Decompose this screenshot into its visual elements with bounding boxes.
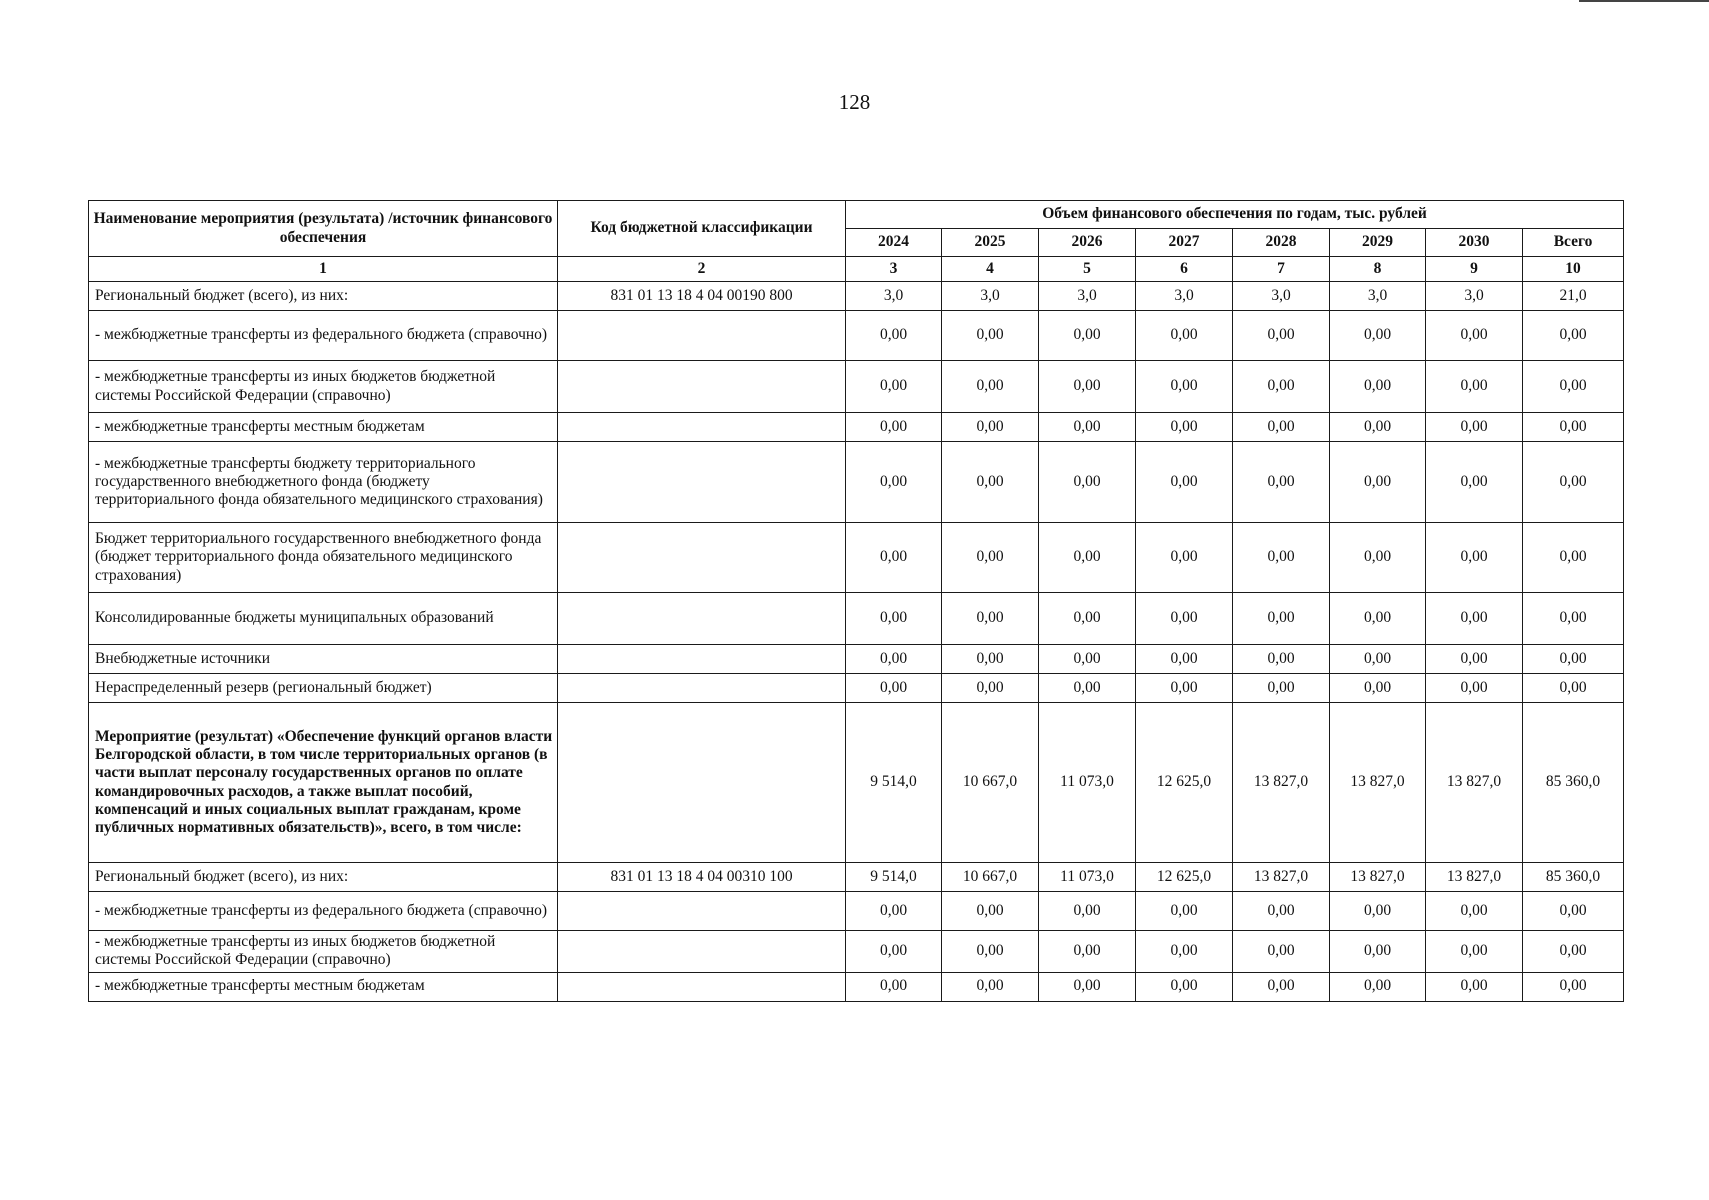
row-value-cell: 0,00 xyxy=(1330,361,1426,413)
row-value-cell: 13 827,0 xyxy=(1330,703,1426,863)
row-value-cell: 0,00 xyxy=(1330,311,1426,361)
scan-edge-mark xyxy=(1579,0,1709,2)
row-total-cell: 0,00 xyxy=(1523,361,1624,413)
row-value-cell: 0,00 xyxy=(1426,413,1523,442)
row-value-cell: 0,00 xyxy=(1039,413,1136,442)
table-header xyxy=(89,201,1624,282)
column-number: 5 xyxy=(1039,257,1136,282)
row-total-cell: 0,00 xyxy=(1523,892,1624,931)
row-value-cell: 0,00 xyxy=(1426,361,1523,413)
column-number: 2 xyxy=(558,257,846,282)
row-value-cell: 0,00 xyxy=(1233,361,1330,413)
column-number: 9 xyxy=(1426,257,1523,282)
row-value-cell: 0,00 xyxy=(846,523,942,593)
row-code-cell xyxy=(558,674,846,703)
row-value-cell: 0,00 xyxy=(1233,645,1330,674)
row-value-cell: 0,00 xyxy=(1136,413,1233,442)
row-value-cell: 0,00 xyxy=(1136,674,1233,703)
header-code-column: Код бюджетной классификации xyxy=(558,201,846,257)
row-value-cell: 0,00 xyxy=(1330,931,1426,973)
row-value-cell: 9 514,0 xyxy=(846,703,942,863)
row-code-cell xyxy=(558,311,846,361)
row-value-cell: 0,00 xyxy=(1426,523,1523,593)
row-name-cell: - межбюджетные трансферты местным бюджетам xyxy=(89,972,558,1001)
row-name-cell: - межбюджетные трансферты местным бюджетам xyxy=(89,413,558,442)
row-value-cell: 0,00 xyxy=(846,413,942,442)
header-volume-group: Объем финансового обеспечения по годам, тыс. рублей xyxy=(846,201,1624,229)
row-total-cell: 85 360,0 xyxy=(1523,863,1624,892)
row-code-cell xyxy=(558,931,846,973)
table-row xyxy=(89,523,1624,593)
row-value-cell: 0,00 xyxy=(1039,361,1136,413)
column-number-row xyxy=(89,257,1624,282)
row-value-cell: 13 827,0 xyxy=(1233,703,1330,863)
row-value-cell: 13 827,0 xyxy=(1330,863,1426,892)
table-row xyxy=(89,282,1624,311)
row-value-cell: 0,00 xyxy=(1136,442,1233,523)
row-value-cell: 0,00 xyxy=(1039,892,1136,931)
row-value-cell: 0,00 xyxy=(1330,645,1426,674)
row-value-cell: 10 667,0 xyxy=(942,863,1039,892)
row-value-cell: 0,00 xyxy=(1039,645,1136,674)
row-value-cell: 0,00 xyxy=(1039,931,1136,973)
row-value-cell: 0,00 xyxy=(942,892,1039,931)
financing-table xyxy=(88,200,1624,1002)
row-code-cell xyxy=(558,972,846,1001)
row-value-cell: 0,00 xyxy=(1039,674,1136,703)
header-year: 2026 xyxy=(1039,229,1136,257)
row-value-cell: 0,00 xyxy=(942,523,1039,593)
row-code-cell xyxy=(558,593,846,645)
row-value-cell: 0,00 xyxy=(1426,892,1523,931)
row-value-cell: 0,00 xyxy=(1330,892,1426,931)
row-total-cell: 85 360,0 xyxy=(1523,703,1624,863)
row-value-cell: 0,00 xyxy=(1426,593,1523,645)
row-name-cell: - межбюджетные трансферты из федерального бюджета (справочно) xyxy=(89,892,558,931)
row-value-cell: 0,00 xyxy=(1426,931,1523,973)
table-row xyxy=(89,593,1624,645)
row-value-cell: 0,00 xyxy=(846,674,942,703)
row-value-cell: 0,00 xyxy=(1330,593,1426,645)
row-code-cell: 831 01 13 18 4 04 00310 100 xyxy=(558,863,846,892)
table-row xyxy=(89,892,1624,931)
row-value-cell: 0,00 xyxy=(846,361,942,413)
row-value-cell: 13 827,0 xyxy=(1426,703,1523,863)
row-code-cell xyxy=(558,523,846,593)
row-value-cell: 12 625,0 xyxy=(1136,703,1233,863)
row-value-cell: 3,0 xyxy=(846,282,942,311)
row-value-cell: 0,00 xyxy=(1039,311,1136,361)
row-value-cell: 3,0 xyxy=(1233,282,1330,311)
row-value-cell: 0,00 xyxy=(942,593,1039,645)
row-value-cell: 0,00 xyxy=(1233,972,1330,1001)
column-number: 7 xyxy=(1233,257,1330,282)
row-value-cell: 0,00 xyxy=(846,972,942,1001)
financing-table-container xyxy=(88,200,1624,1002)
table-row xyxy=(89,361,1624,413)
row-value-cell: 0,00 xyxy=(942,413,1039,442)
row-code-cell xyxy=(558,442,846,523)
column-number: 4 xyxy=(942,257,1039,282)
row-value-cell: 9 514,0 xyxy=(846,863,942,892)
row-value-cell: 0,00 xyxy=(1426,645,1523,674)
row-value-cell: 0,00 xyxy=(942,311,1039,361)
row-code-cell xyxy=(558,361,846,413)
column-number: 6 xyxy=(1136,257,1233,282)
row-value-cell: 0,00 xyxy=(1426,311,1523,361)
table-row xyxy=(89,863,1624,892)
row-value-cell: 0,00 xyxy=(942,931,1039,973)
column-number: 3 xyxy=(846,257,942,282)
header-total: Всего xyxy=(1523,229,1624,257)
row-name-cell: Консолидированные бюджеты муниципальных образований xyxy=(89,593,558,645)
row-value-cell: 0,00 xyxy=(1039,523,1136,593)
row-total-cell: 0,00 xyxy=(1523,593,1624,645)
row-value-cell: 0,00 xyxy=(1233,593,1330,645)
row-value-cell: 0,00 xyxy=(942,645,1039,674)
row-value-cell: 0,00 xyxy=(1330,674,1426,703)
row-total-cell: 21,0 xyxy=(1523,282,1624,311)
table-row xyxy=(89,413,1624,442)
row-value-cell: 0,00 xyxy=(846,931,942,973)
row-code-cell xyxy=(558,645,846,674)
table-row xyxy=(89,645,1624,674)
header-year: 2025 xyxy=(942,229,1039,257)
row-name-cell: - межбюджетные трансферты из федерального бюджета (справочно) xyxy=(89,311,558,361)
column-number: 1 xyxy=(89,257,558,282)
row-value-cell: 13 827,0 xyxy=(1426,863,1523,892)
row-value-cell: 0,00 xyxy=(1136,523,1233,593)
row-value-cell: 3,0 xyxy=(942,282,1039,311)
row-value-cell: 0,00 xyxy=(1426,972,1523,1001)
row-name-cell: - межбюджетные трансферты из иных бюджетов бюджетной системы Российской Федерации (справочно) xyxy=(89,931,558,973)
row-total-cell: 0,00 xyxy=(1523,442,1624,523)
row-name-cell: Нераспределенный резерв (региональный бюджет) xyxy=(89,674,558,703)
row-value-cell: 0,00 xyxy=(1136,892,1233,931)
row-value-cell: 0,00 xyxy=(1039,972,1136,1001)
row-value-cell: 0,00 xyxy=(1233,413,1330,442)
row-value-cell: 11 073,0 xyxy=(1039,703,1136,863)
row-name-cell: Внебюджетные источники xyxy=(89,645,558,674)
row-value-cell: 0,00 xyxy=(1426,674,1523,703)
row-value-cell: 13 827,0 xyxy=(1233,863,1330,892)
row-value-cell: 0,00 xyxy=(1136,593,1233,645)
row-value-cell: 3,0 xyxy=(1136,282,1233,311)
row-value-cell: 0,00 xyxy=(942,361,1039,413)
row-name-cell: Бюджет территориального государственного внебюджетного фонда (бюджет территориального фонда обязательного медицинского страхования) xyxy=(89,523,558,593)
row-value-cell: 0,00 xyxy=(846,311,942,361)
row-total-cell: 0,00 xyxy=(1523,523,1624,593)
row-value-cell: 11 073,0 xyxy=(1039,863,1136,892)
table-row xyxy=(89,442,1624,523)
row-name-cell: Региональный бюджет (всего), из них: xyxy=(89,863,558,892)
row-value-cell: 12 625,0 xyxy=(1136,863,1233,892)
row-value-cell: 0,00 xyxy=(942,674,1039,703)
row-value-cell: 0,00 xyxy=(1136,361,1233,413)
row-value-cell: 0,00 xyxy=(1136,931,1233,973)
row-value-cell: 0,00 xyxy=(1233,892,1330,931)
row-value-cell: 0,00 xyxy=(846,593,942,645)
row-value-cell: 0,00 xyxy=(846,645,942,674)
row-value-cell: 0,00 xyxy=(1330,972,1426,1001)
page-number: 128 xyxy=(838,90,871,114)
table-body xyxy=(89,282,1624,1002)
row-value-cell: 0,00 xyxy=(942,442,1039,523)
row-name-cell: Региональный бюджет (всего), из них: xyxy=(89,282,558,311)
row-value-cell: 3,0 xyxy=(1426,282,1523,311)
column-number: 10 xyxy=(1523,257,1624,282)
table-row xyxy=(89,703,1624,863)
row-code-cell xyxy=(558,413,846,442)
row-value-cell: 0,00 xyxy=(1426,442,1523,523)
row-total-cell: 0,00 xyxy=(1523,413,1624,442)
row-value-cell: 0,00 xyxy=(1330,442,1426,523)
row-total-cell: 0,00 xyxy=(1523,931,1624,973)
row-name-cell: - межбюджетные трансферты из иных бюджетов бюджетной системы Российской Федерации (справочно) xyxy=(89,361,558,413)
row-value-cell: 0,00 xyxy=(1233,674,1330,703)
row-value-cell: 3,0 xyxy=(1330,282,1426,311)
row-code-cell xyxy=(558,892,846,931)
header-year: 2028 xyxy=(1233,229,1330,257)
column-number: 8 xyxy=(1330,257,1426,282)
row-value-cell: 0,00 xyxy=(1136,645,1233,674)
row-value-cell: 0,00 xyxy=(846,892,942,931)
header-year: 2027 xyxy=(1136,229,1233,257)
header-name-column: Наименование мероприятия (результата) /источник финансового обеспечения xyxy=(89,201,558,257)
row-total-cell: 0,00 xyxy=(1523,645,1624,674)
row-value-cell: 0,00 xyxy=(1039,593,1136,645)
row-name-cell: Мероприятие (результат) «Обеспечение функций органов власти Белгородской области, в том числе территориальных органов (в части выплат персоналу государственных органов по оплате командировочных расходов, а также выплат пособий, компенсаций и иных социальных выплат гражданам, кроме публичных нормативных обязательств)», всего, в том числе: xyxy=(89,703,558,863)
row-name-cell: - межбюджетные трансферты бюджету территориального государственного внебюджетного фонда (бюджету территориального фонда обязательного медицинского страхования) xyxy=(89,442,558,523)
row-total-cell: 0,00 xyxy=(1523,972,1624,1001)
header-year: 2030 xyxy=(1426,229,1523,257)
row-value-cell: 10 667,0 xyxy=(942,703,1039,863)
row-value-cell: 0,00 xyxy=(1233,523,1330,593)
row-value-cell: 0,00 xyxy=(1233,931,1330,973)
row-total-cell: 0,00 xyxy=(1523,674,1624,703)
row-value-cell: 0,00 xyxy=(846,442,942,523)
table-row xyxy=(89,674,1624,703)
header-year: 2024 xyxy=(846,229,942,257)
row-code-cell: 831 01 13 18 4 04 00190 800 xyxy=(558,282,846,311)
row-value-cell: 0,00 xyxy=(942,972,1039,1001)
header-year: 2029 xyxy=(1330,229,1426,257)
row-value-cell: 0,00 xyxy=(1330,413,1426,442)
row-value-cell: 0,00 xyxy=(1039,442,1136,523)
row-value-cell: 0,00 xyxy=(1233,442,1330,523)
row-value-cell: 0,00 xyxy=(1233,311,1330,361)
table-row xyxy=(89,931,1624,973)
table-row xyxy=(89,311,1624,361)
table-row xyxy=(89,972,1624,1001)
row-code-cell xyxy=(558,703,846,863)
row-value-cell: 0,00 xyxy=(1136,972,1233,1001)
row-value-cell: 0,00 xyxy=(1330,523,1426,593)
row-total-cell: 0,00 xyxy=(1523,311,1624,361)
row-value-cell: 3,0 xyxy=(1039,282,1136,311)
row-value-cell: 0,00 xyxy=(1136,311,1233,361)
